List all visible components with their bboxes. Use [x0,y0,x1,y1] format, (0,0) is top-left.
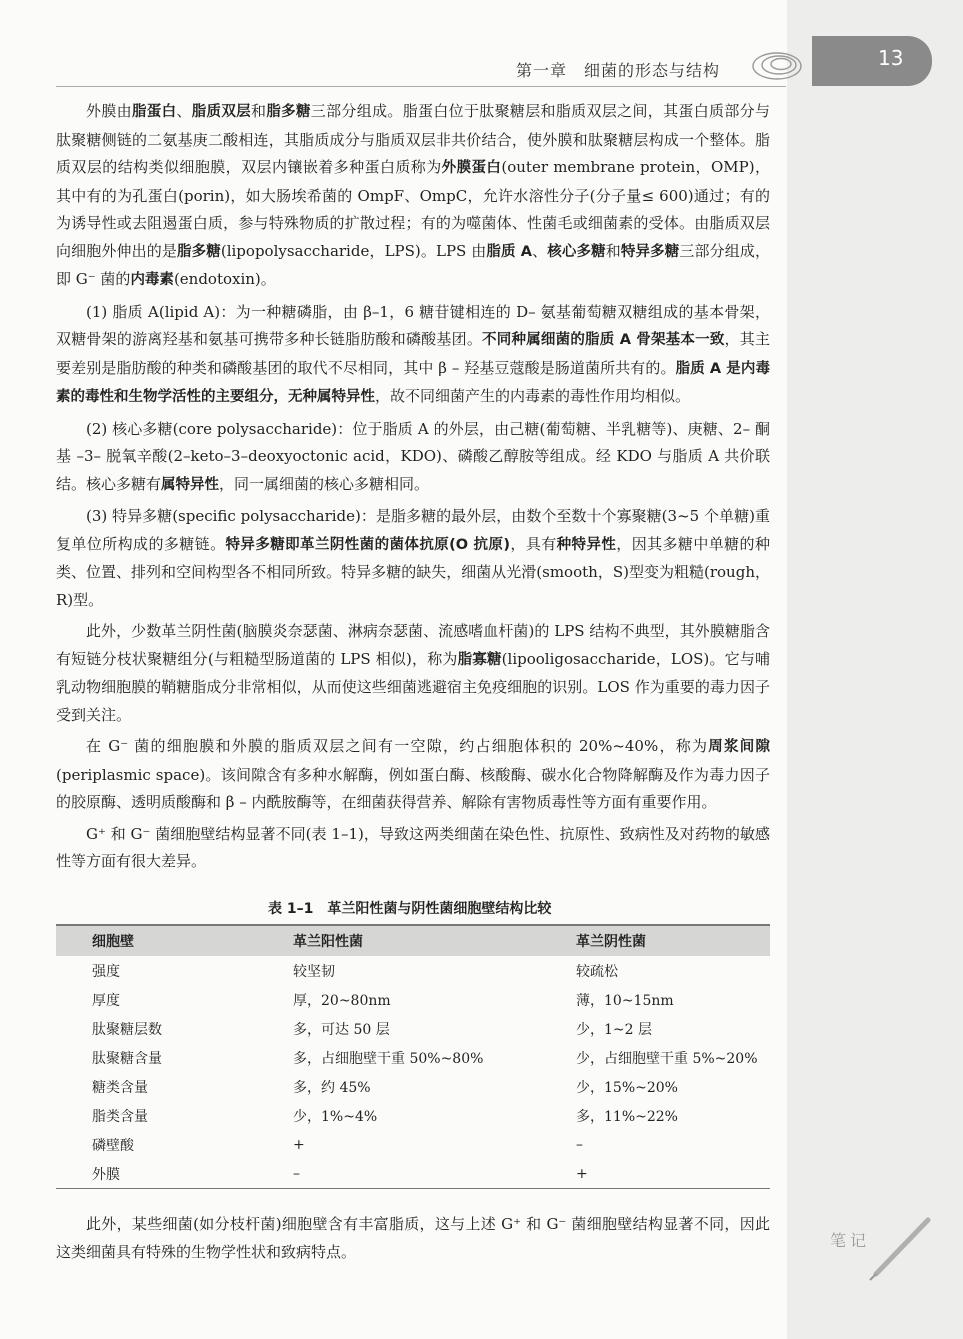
closing-paragraph [56,1210,770,1266]
table-row [56,1159,770,1189]
table-cell: 脂类含量 [92,1108,148,1125]
text-run: (periplasmic space)。该间隙含有多种水解酶，例如蛋白酶、核酸酶、碳水化合物降解酶及作为毒力因子的胶原酶、透明质酸酶和 β – 内酰胺酶等，在细菌获得营养、解除有害物质毒性等方面有重要作用。 [56,765,770,811]
text-run: (2) 核心多糖(core polysaccharide)：位于脂质 A 的外层，由己糖(葡萄糖、半乳糖等)、庚糖、2– 酮基 –3– 脱氧辛酸(2–keto–3–deoxyoctonic acid，KDO)、磷酸乙醇胺等组成。经 KDO 与脂质 A 共价联结。核心多糖有 [56,419,770,493]
bold-term: 属特异性 [161,476,220,493]
text-run: 三部分组成。脂蛋白位于肽聚糖层和脂质双层之间，其蛋白质部分与肽聚糖侧链的二氨基庚二酸相连，其脂质成分与脂质双层非共价结合，使外膜和肽聚糖层构成一个整体。脂质双层的结构类似细胞膜，双层内镶嵌着多种蛋白质称为 [56,102,770,176]
table-row [56,1101,770,1130]
bold-term: 特异多糖 [620,243,680,260]
text-run: 、 [176,102,192,120]
bold-term: 内毒素 [130,272,174,288]
table-cell: 多，约 45% [293,1079,371,1096]
table-caption-text: 表 1–1 革兰阳性菌与阴性菌细胞壁结构比较 [268,901,552,917]
paragraph [56,821,770,876]
body-text [56,98,770,876]
table-row [56,1072,770,1101]
table-cell: 多，可达 50 层 [293,1021,390,1038]
text-run: ，其主要差别是脂肪酸的种类和磷酸基团的取代不尽相同，其中 β – 羟基豆蔻酸是肠道菌所共有的。 [56,330,770,377]
table-cell: 少，15%~20% [576,1079,678,1096]
table-cell: 少，1~2 层 [576,1021,652,1038]
bold-term: 脂质双层 [191,104,252,120]
table-cell: 多，占细胞壁干重 50%~80% [293,1050,484,1067]
table-cell: + [293,1136,305,1153]
bold-term: 脂质 A 是内毒素的毒性和生物学活性的主要组分，无种属特异性 [56,360,770,405]
bold-term: 特异多糖即革兰阴性菌的菌体抗原(O 抗原) [225,536,510,553]
table-cell: 外膜 [56,1159,293,1189]
bold-term: 脂多糖 [176,243,221,260]
text-run: 在 G⁻ 菌的细胞膜和外膜的脂质双层之间有一空隙，约占细胞体积的 20%~40%，称为 [86,737,709,755]
table-cell: 较坚韧 [293,963,335,980]
text-run: (outer membrane protein，OMP)，其中有的为孔蛋白(porin)，如大肠埃希菌的 OmpF、OmpC，允许水溶性分子(分子量≤ 600)通过；有的为诱导性或去阻遏蛋白质，参与特殊物质的扩散过程；有的为噬菌体、性菌毛或细菌素的受体。由脂质双层向细胞外伸出的是 [56,158,771,260]
table-cell: 糖类含量 [92,1079,148,1096]
margin-strip [787,0,963,1339]
pen-icon [866,1212,936,1282]
text-run: ，具有 [510,534,557,553]
text-run: 外膜由 [86,102,132,120]
paragraph [56,733,770,817]
text-run: ，故不同细菌产生的内毒素的毒性作用均相似。 [375,387,691,405]
bold-term: 不同种属细菌的脂质 A 骨架基本一致 [482,332,725,348]
paragraph [56,503,770,614]
page-number: 13 [878,46,904,70]
bold-term: 核心多糖 [547,243,606,260]
header-rule [56,86,786,87]
text-run: 和 [605,241,621,260]
bold-term: 外膜蛋白 [441,160,502,176]
bold-term: 脂蛋白 [131,104,177,120]
table-cell: 薄，10~15nm [576,992,674,1009]
paragraph [56,618,770,729]
page-number-tab [812,36,932,86]
paragraph [56,416,770,500]
bold-term: 周浆间隙 [708,739,770,755]
table-cell: 肽聚糖含量 [92,1050,162,1067]
table-cell: 少，占细胞壁干重 5%~20% [576,1050,758,1067]
text-run: 和 [251,102,267,120]
bold-term: 脂多糖 [266,104,311,120]
table-header-row [56,925,770,956]
text-run: (1) 脂质 A(lipid A)：为一种糖磷脂，由 β–1，6 糖苷键相连的 D– 氨基葡萄糖双糖组成的基本骨架，双糖骨架的游离羟基和氨基可携带多种长链脂肪酸和磷酸基团。 [56,302,770,348]
table-cell: 厚，20~80nm [293,992,391,1009]
table-row [56,985,770,1014]
table-cell: 厚度 [92,992,120,1009]
bold-term: 脂寡糖 [457,651,502,668]
paragraph [56,98,770,295]
text-run: G⁺ 和 G⁻ 菌细胞壁结构显著不同(表 1–1)，导致这两类细菌在染色性、抗原性、致病性及对药物的敏感性等方面有很大差异。 [56,824,770,870]
notes-label: 笔记 [830,1231,871,1250]
text-run: (3) 特异多糖(specific polysaccharide)：是脂多糖的最外层，由数个至数十个寡聚糖(3~5 个单糖)重复单位所构成的多糖链。 [56,507,770,553]
text-run: ，因其多糖中单糖的种类、位置、排列和空间构型各不相同所致。特异多糖的缺失，细菌从光滑(smooth，S)型变为粗糙(rough，R)型。 [56,534,770,609]
paragraph: 此外，某些细菌(如分枝杆菌)细胞壁含有丰富脂质，这与上述 G⁺ 和 G⁻ 菌细胞壁结构显著不同，因此这类细菌具有特殊的生物学性状和致病特点。 [56,1215,770,1261]
text-run: 此外，少数革兰阴性菌(脑膜炎奈瑟菌、淋病奈瑟菌、流感嗜血杆菌)的 LPS 结构不典型，其外膜糖脂含有短链分枝状聚糖组分(与粗糙型肠道菌的 LPS 相似)，称为 [56,622,770,668]
text-run: (lipooligosaccharide，LOS)。它与哺乳动物细胞膜的鞘糖脂成分非常相似，从而使这些细菌逃避宿主免疫细胞的识别。LOS 作为重要的毒力因子受到关注。 [56,649,771,724]
table-row [56,1043,770,1072]
table-cell: + [576,1159,770,1189]
table-cell: – [576,1136,583,1153]
table-cell: 肽聚糖层数 [92,1021,162,1038]
text-run: 三部分组成，即 G⁻ 菌的 [56,241,770,288]
text-run: 、 [532,241,548,260]
text-run: (endotoxin)。 [173,270,276,288]
header-cell: 细胞壁 [56,925,293,956]
table-row [56,1014,770,1043]
text-run: (lipopolysaccharide，LPS)。LPS 由 [220,241,487,260]
header-cell: 革兰阳性菌 [293,925,576,956]
bold-term: 种特异性 [556,536,617,553]
table-cell: 多，11%~22% [576,1108,678,1125]
table-cell: 较疏松 [576,963,618,980]
bold-term: 脂质 A [486,243,532,260]
table-row [56,956,770,985]
text-run: ，同一属细菌的核心多糖相同。 [219,474,430,493]
table-cell: 磷壁酸 [92,1137,134,1154]
table-row [56,1130,770,1159]
swirl-logo-icon [745,40,805,88]
page-header [0,46,963,88]
table-cell: 强度 [92,963,120,980]
table-cell: – [293,1159,576,1189]
paragraph [56,299,770,412]
table-cell: 少，1%~4% [293,1108,378,1125]
chapter-title: 第一章 细菌的形态与结构 [516,61,721,80]
comparison-table [56,924,770,1189]
header-cell: 革兰阴性菌 [576,925,770,956]
